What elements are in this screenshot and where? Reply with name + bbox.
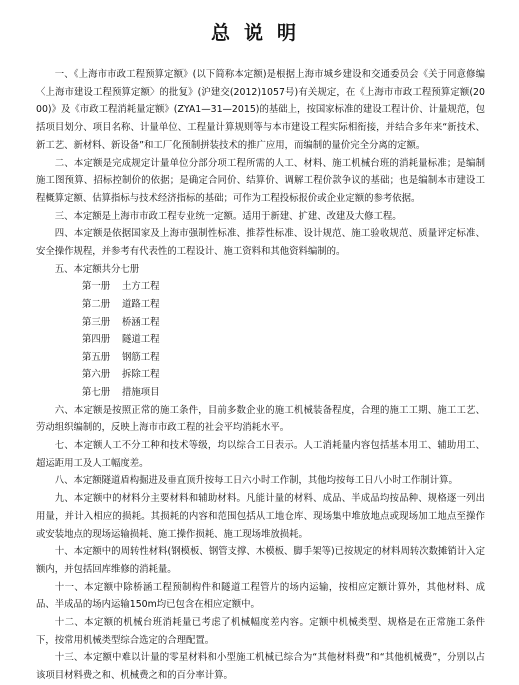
paragraph-2: 二、本定额是完成规定计量单位分部分项工程所需的人工、材料、施工机械台班的消耗量标准；是编制施工图预算、招标控制价的依据；是确定合同价、结算价、调解工程价款争议的基础；也是编制本市建设工程概算定额、估算指标与技术经济指标的基础；可作为工程投标报价或企业定额的参考依据。: [36, 157, 485, 204]
paragraph-3: 三、本定额是上海市市政工程专业统一定额。适用于新建、扩建、改建及大修工程。: [54, 210, 402, 222]
volume-name: 桥涵工程: [122, 316, 160, 328]
volume-item: [36, 296, 485, 314]
volume-item: [36, 384, 485, 402]
paragraph-7: 七、本定额人工不分工种和技术等级，均以综合工日表示。人工消耗量内容包括基本用工、辅助用工、超运距用工及人工幅度差。: [36, 440, 485, 469]
volume-number: 第一册: [82, 281, 111, 293]
volume-number: 第五册: [82, 351, 111, 363]
paragraph-4: 四、本定额是依据国家及上海市强制性标准、推荐性标准、设计规范、施工验收规范、质量评定标准、安全操作规程，并参考有代表性的工程设计、施工资料和其他资料编制的。: [36, 228, 485, 258]
paragraph-8: 八、本定额隧道盾构掘进及垂直顶升按每工日六小时工作制，其他均按每工日八小时工作制计算。: [54, 475, 458, 487]
volume-number: 第二册: [82, 299, 111, 311]
volume-name: 钢筋工程: [122, 351, 160, 363]
volume-name: 拆除工程: [122, 369, 160, 381]
rules-section: [36, 402, 485, 685]
paragraph-5: 五、本定额共分七册: [54, 263, 140, 275]
volume-item: [36, 331, 485, 349]
paragraph-6: 六、本定额是按照正常的施工条件，目前多数企业的施工机械装备程度，合理的施工工期、施工工艺、劳动组织编制的，反映上海市市政工程的社会平均消耗水平。: [36, 404, 485, 434]
volume-item: [36, 278, 485, 296]
paragraph-11: 十一、本定额中除桥涵工程预制构件和隧道工程管片的场内运输，按相应定额计算外，其他材料、成品、半成品的场内运输150m均已包含在相应定额中。: [36, 581, 485, 611]
volume-name: 措施项目: [122, 387, 160, 398]
paragraph-1: 一、《上海市市政工程预算定额》(以下简称本定额)是根据上海市城乡建设和交通委员会《关于同意修编〈上海市建设工程预算定额〉的批复》(沪建交(2012)1057号)有关规定，在《上海市市政工程预算定额(2000)》及《市政工程消耗量定额》(ZYA1—31—2015)的基础上，按国家标准的建设工程计价、计量规范，包括项目划分、项目名称、计量单位、工程量计算规则等与本市建设工程实际相衔接，并结合多年来“新技术、新工艺、新材料、新设备”和工厂化预制拼装技术的推广应用，而编制的量价完全分离的定额。: [36, 69, 485, 151]
paragraph-13: 十三、本定额中难以计量的零星材料和小型施工机械已综合为“其他材料费”和“其他机械费”，分别以占该项目材料费之和、机械费之和的百分率计算。: [36, 652, 485, 682]
paragraph-12: 十二、本定额的机械台班消耗量已考虑了机械幅度差内容。定额中机械类型、规格是在正常施工条件下，按常用机械类型综合选定的合理配置。: [36, 617, 485, 646]
volume-number: 第七册: [82, 387, 111, 398]
volume-name: 土方工程: [122, 281, 160, 293]
volume-name: 隧道工程: [122, 334, 160, 346]
paragraph-9: 九、本定额中的材料分主要材料和辅助材料。凡能计量的材料、成品、半成品均按品种、规格逐一列出用量，并计入相应的损耗。其损耗的内容和范围包括从工地仓库、现场集中堆放地点或现场加工地点至操作或安装地点的现场运输损耗、施工操作损耗、施工现场堆放损耗。: [36, 493, 485, 540]
volume-item: [36, 314, 485, 332]
volume-list: [36, 278, 485, 401]
intro-section: [36, 66, 485, 278]
volume-item: [36, 366, 485, 384]
paragraph-10: 十、本定额中的周转性材料(钢模板、钢管支撑、木模板、脚手架等)已按规定的材料周转次数摊销计入定额内，并包括回库维修的消耗量。: [36, 546, 485, 575]
volume-number: 第三册: [82, 316, 111, 328]
volume-number: 第六册: [82, 369, 111, 381]
volume-item: [36, 349, 485, 367]
volume-number: 第四册: [82, 334, 111, 346]
volume-name: 道路工程: [122, 299, 160, 311]
page-title: 总说明: [210, 22, 310, 44]
